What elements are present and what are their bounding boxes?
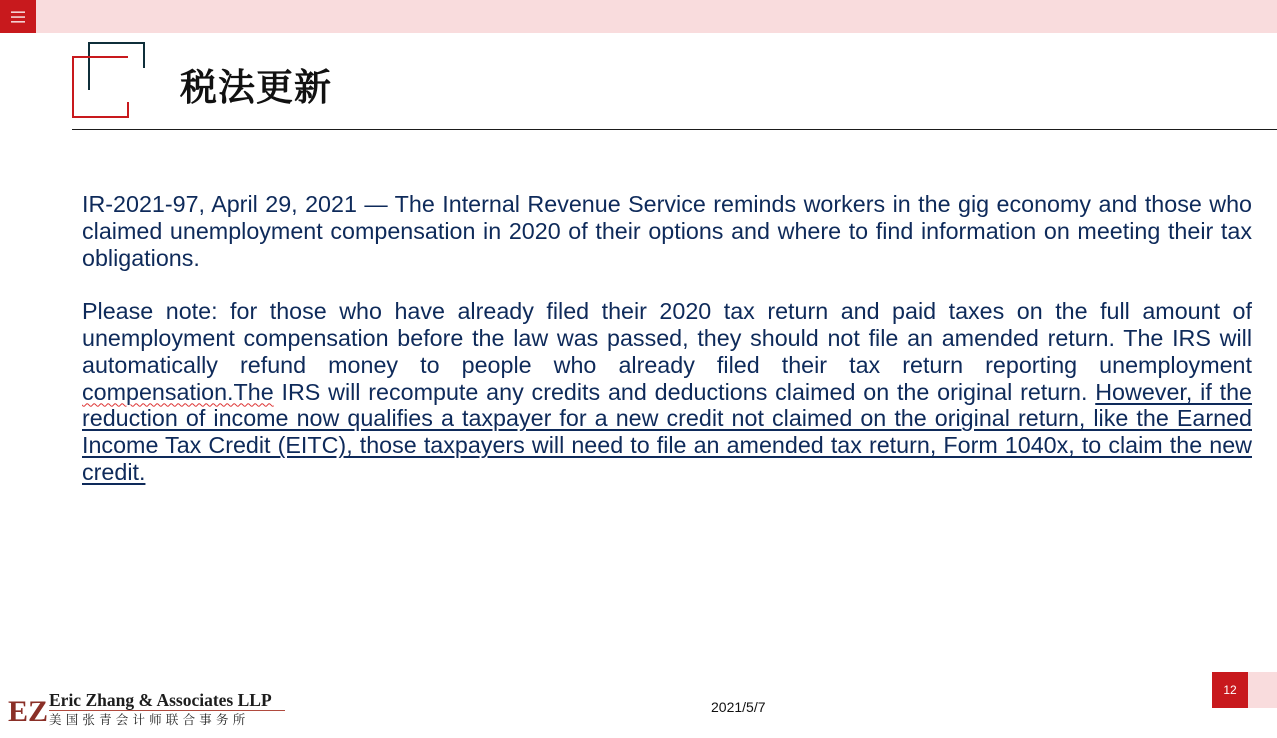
note-paragraph <box>82 298 1252 486</box>
note-text-continued: IRS will recompute any credits and deductions claimed on the original return. <box>273 378 1096 405</box>
company-name: Eric Zhang & Associates LLP <box>49 690 272 710</box>
company-logo <box>8 690 298 730</box>
intro-paragraph: IR-2021-97, April 29, 2021 — The Internal Revenue Service reminds workers in the gig economy and those who claimed unemployment compensation in 2020 of their options and where to find information on meeting their tax obligations. <box>82 191 1252 271</box>
page-number-tail <box>1248 672 1277 708</box>
company-name-chinese: 美国张青会计师联合事务所 <box>49 712 250 727</box>
spellcheck-flagged-word: compensation.The <box>82 378 274 405</box>
ez-logo-icon <box>8 690 48 730</box>
svg-text:EZ: EZ <box>8 695 48 728</box>
menu-button[interactable] <box>0 0 36 33</box>
page-title: 税法更新 <box>180 66 332 109</box>
logo-divider <box>49 710 285 711</box>
title-bracket-decoration-icon <box>70 40 150 120</box>
hamburger-menu-icon <box>11 11 25 23</box>
title-divider <box>72 129 1277 130</box>
page-number: 12 <box>1212 672 1248 708</box>
note-text: Please note: for those who have already filed their 2020 tax return and paid taxes on the full amount of unemployment compensation before the law was passed, they should not file an amended return. The IRS will automatically refund money to people who already filed their tax return reporting unemployment <box>82 298 1252 378</box>
slide-body <box>82 191 1252 486</box>
underlined-note: However, if the reduction of income now qualifies a taxpayer for a new credit not claimed on the original return, like the Earned Income Tax Credit (EITC), those taxpayers will need to file an amended tax return, Form 1040x, to claim the new credit. <box>82 378 1253 485</box>
top-toolbar <box>0 0 1277 33</box>
slide-date: 2021/5/7 <box>711 699 766 715</box>
